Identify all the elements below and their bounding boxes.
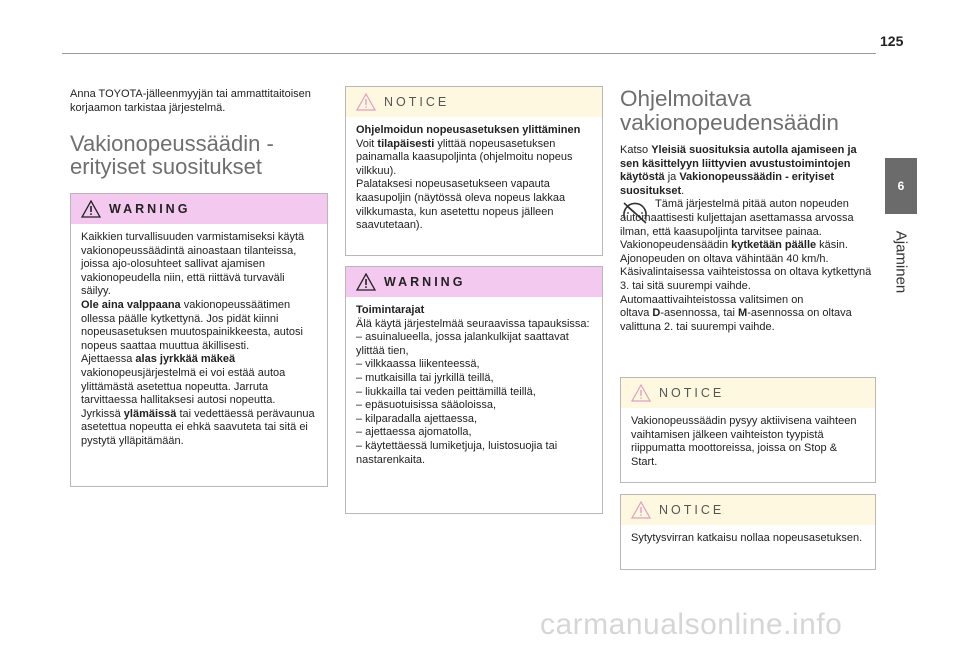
list-item: – ajettaessa ajomatolla, [356,426,472,439]
warning-box [70,193,328,487]
notice-header [346,87,602,117]
notice-title: NOTICE [659,386,725,400]
list-item: – epäsuotuisissa sääoloissa, [356,399,497,412]
notice-title: NOTICE [659,503,725,517]
list-item: – käytettäessä lumiketjuja, luistosuojia tai nastarenkaita. [356,439,558,466]
watermark: carmanualsonline.info [540,608,843,641]
notice-triangle-icon [356,93,376,111]
warning-title: WARNING [109,202,191,216]
column-3: Ohjelmoitava vakionopeudensäädin Katso Yleisiä suosituksia autolla ajamiseen ja sen käsittelyyn liittyvien avustustoimintojen käytöstä ja Vakionopeussäädin - erityiset suositukset. Tämä järjestelmä pitää auton nopeuden automaattisesti kuljettajan asettamassa arvossa ilman, että kaasupoljinta tarvitsee painaa. Vakionopeudensäädin kytketään päälle käsin. Ajonopeuden on oltava vähintään 40 km/h. Käsivalintaisessa vaihteistossa on oltava kytkettynä 3. tai sitä suurempi vaihde. Automaattivaihteistossa valitsimen on oltava D-asennossa, tai M-asennossa on oltava valittuna 2. tai suurempi vaihde. [620,87,876,334]
chapter-tab-number[interactable]: 6 [885,158,917,214]
list-item: – mutkaisilla tai jyrkillä teillä, [356,371,494,384]
notice-triangle-icon [631,384,651,402]
notice-box-stop-start [620,377,876,483]
column-1 [70,88,328,178]
list-item: – vilkkaassa liikenteessä, [356,358,480,371]
section-heading: Vakionopeussäädin - erityiset suositukset [70,131,274,180]
warning-body: Kaikkien turvallisuuden varmistamiseksi käytä vakionopeussäädintä ainoastaan tilanteissa, joissa ajo-olosuhteet sallivat ajamisen vakionopeudella niin, että riittävä turvaväli säilyy. Ole aina valppaana vakionopeussäätimen ollessa päälle kytkettynä. Jos pidät kiinni nopeusasetuksen muutospainikkeesta, autosi nopeus saattaa muuttua äkillisesti. Ajettaessa alas jyrkkää mäkeä vakionopeusjärjestelmä ei voi estää autoa ylittämästä asetettua nopeutta. Jarruta tarvittaessa hallitaksesi autosi nopeutta. Jyrkissä ylämäissä tai vedettäessä perävaunua asetettua nopeutta ei ehkä saavuteta tai sitä ei pystytä ylläpitämään. [81,231,315,447]
warning-triangle-icon [81,200,101,218]
notice-body: Ohjelmoidun nopeusasetuksen ylittäminen Voit tilapäisesti ylittää nopeusasetuksen painamalla kaasupoljinta (ohjelmoitu nopeus vilkkuu). Palataksesi nopeusasetukseen vapauta kaasupoljin (näytössä oleva nopeus lakkaa vilkkumasta, kun asetettu nopeus jälleen saavutetaan). [356,124,581,232]
notice-title: NOTICE [384,95,450,109]
description-paragraph: Tämä järjestelmä pitää auton nopeuden automaattisesti kuljettajan asettamassa arvossa ilman, että kaasupoljinta tarvitsee painaa. [620,198,854,238]
top-rule [62,53,876,54]
notice-header [621,495,875,525]
limits-warning-box [345,266,603,514]
list-item: – kilparadalla ajettaessa, [356,412,478,425]
notice-triangle-icon [631,501,651,519]
notice-header [621,378,875,408]
notice-body: Sytytysvirran katkaisu nollaa nopeusasetuksen. [631,532,863,544]
warning-triangle-icon [356,273,376,291]
notice-box-ignition [620,494,876,570]
list-item: – liukkailla tai veden peittämillä teillä, [356,385,536,398]
programmable-cruise-heading: Ohjelmoitava vakionopeudensäädin [620,86,839,135]
chapter-tab-title: Ajaminen [892,230,910,294]
intro-text: Anna TOYOTA-jälleenmyyjän tai ammattitaitoisen korjaamon tarkistaa järjestelmä. [70,88,311,114]
speedometer-icon [620,199,650,225]
notice-box [345,86,603,256]
notice-body: Vakionopeussäädin pysyy aktiivisena vaihteen vaihtamisen jälkeen vaihteiston tyypistä riippumatta moottoreissa, joissa on Stop & Start. [631,415,857,468]
warning-header [71,194,327,224]
list-item: – asuinalueella, jossa jalankulkijat saattavat ylittää tien, [356,331,569,357]
warning-title: WARNING [384,275,466,289]
reference-paragraph: Katso Yleisiä suosituksia autolla ajamiseen ja sen käsittelyyn liittyvien avustustoimintojen käytöstä ja Vakionopeussäädin - erityiset suositukset. [620,144,857,197]
page-number: 125 [880,33,904,49]
warning-header [346,267,602,297]
limits-body: Toimintarajat Älä käytä järjestelmää seuraavissa tapauksissa: – asuinalueella, jossa jalankulkijat saattavat ylittää tien, – vilkkaassa liikenteessä, – mutkaisilla tai jyrkillä teillä, – liukkailla tai veden peittämillä teillä, – epäsuotuisissa sääoloissa, – kilparadalla ajettaessa, – ajettaessa ajomatolla, – käytettäessä lumiketjuja, luistosuojia tai nastarenkaita. [346,297,602,475]
